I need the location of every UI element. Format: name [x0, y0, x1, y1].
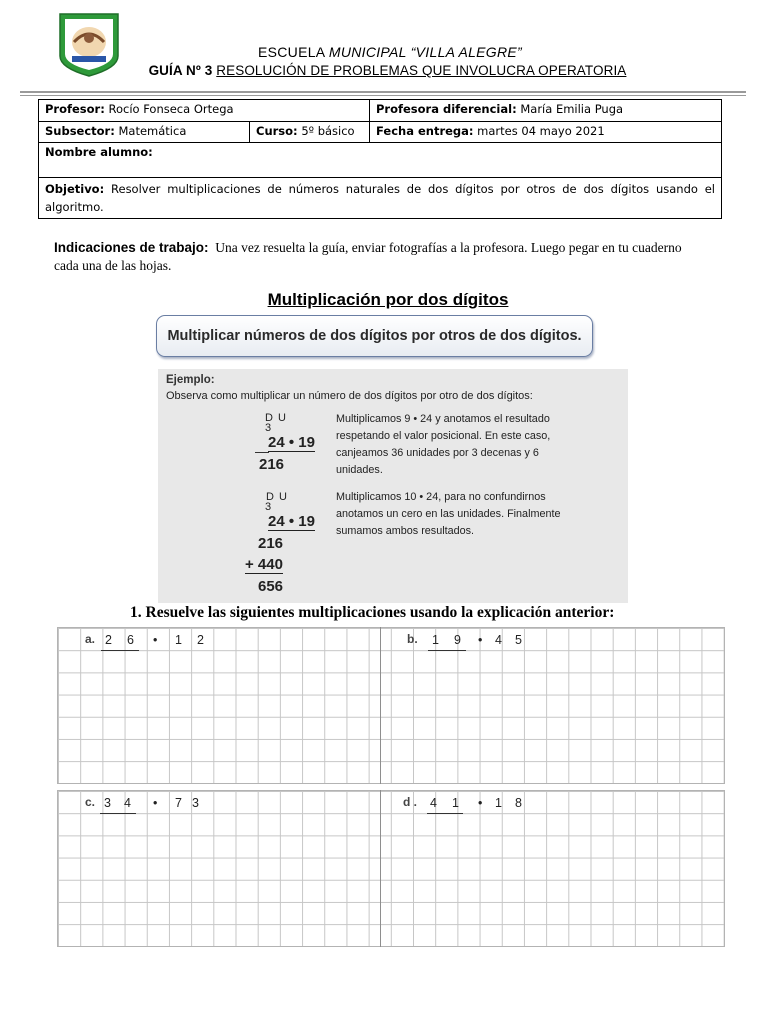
indicaciones — [54, 239, 704, 275]
exercise-b-mult-1: 4 — [495, 633, 502, 647]
concept-bubble: Multiplicar números de dos dígitos por otros de dos dígitos. — [156, 315, 593, 357]
exercise-c-digit-1: 3 — [104, 796, 111, 810]
curso-value: 5º básico — [301, 124, 355, 138]
exercise-b-underline — [428, 650, 466, 651]
description-2: Multiplicamos 10 • 24, para no confundirnos anotamos un cero en las unidades. Finalmente sumamos ambos resultados. — [336, 491, 561, 537]
guide-topic: RESOLUCIÓN DE PROBLEMAS QUE INVOLUCRA OPERATORIA — [216, 63, 627, 78]
exercise-a-underline — [101, 650, 139, 651]
exercise-b-digit-2: 9 — [454, 633, 461, 647]
fecha-cell — [370, 122, 722, 143]
answer-grid-top[interactable] — [57, 627, 725, 784]
profesora-dif-cell — [370, 100, 722, 122]
exercise-heading: 1. Resuelve las siguientes multiplicaciones usando la explicación anterior: — [130, 604, 615, 621]
exercise-c-mult-1: 7 — [175, 796, 182, 810]
exercise-a-digit-1: 2 — [105, 633, 112, 647]
subsector-label: Subsector: — [45, 124, 115, 138]
exercise-d-operator: • — [478, 796, 483, 810]
objetivo-value: Resolver multiplicaciones de números naturales de dos dígitos por otros de dos dígitos usando el algoritmo. — [45, 182, 716, 214]
exercise-a-operator: • — [153, 633, 158, 647]
operation-1 — [268, 434, 315, 451]
profesor-value: Rocío Fonseca Ortega — [108, 102, 234, 116]
example-intro: Observa como multiplicar un número de dos dígitos por otro de dos dígitos: — [166, 390, 533, 402]
fecha-label: Fecha entrega: — [376, 124, 474, 138]
partial-2 — [245, 556, 283, 573]
objetivo-cell — [39, 178, 722, 219]
subsector-cell — [39, 122, 250, 143]
exercise-c-digit-2: 4 — [124, 796, 131, 810]
exercise-b-operator: • — [478, 633, 483, 647]
example-panel — [158, 369, 628, 603]
description-1: Multiplicamos 9 • 24 y anotamos el resultado respetando el valor posicional. En este caso, canjeamos 36 unidades por 3 decenas y 6 unidades. — [336, 413, 551, 476]
exercise-a-mult-1: 1 — [175, 633, 182, 647]
section-title: Multiplicación por dos dígitos — [267, 290, 509, 309]
grid-divider-bottom — [380, 790, 381, 947]
exercise-d-mult-2: 8 — [515, 796, 522, 810]
school-name-italic: MUNICIPAL “VILLA ALEGRE” — [328, 44, 523, 60]
partial-2-text: + 440 — [245, 556, 283, 573]
objetivo-label: Objetivo: — [45, 182, 105, 196]
nombre-label: Nombre alumno: — [45, 145, 153, 159]
nombre-cell[interactable] — [39, 143, 722, 178]
exercise-d-underline — [427, 813, 463, 814]
exercise-c-label: c. — [85, 795, 96, 809]
curso-cell — [250, 122, 370, 143]
profesor-cell — [39, 100, 370, 122]
operation-1-text: 24 • 19 — [268, 434, 315, 451]
guide-title — [115, 63, 660, 78]
exercise-d-digit-1: 4 — [430, 796, 437, 810]
header-rule-thin — [20, 95, 746, 96]
info-table — [38, 99, 722, 219]
indicaciones-label: Indicaciones de trabajo: — [54, 240, 209, 255]
fecha-value: martes 04 mayo 2021 — [477, 124, 605, 138]
exercise-b-mult-2: 5 — [515, 633, 522, 647]
curso-label: Curso: — [256, 124, 298, 138]
exercise-c-operator: • — [153, 796, 158, 810]
guide-number: GUÍA Nº 3 — [148, 63, 217, 78]
exercise-d-mult-1: 1 — [495, 796, 502, 810]
subsector-value: Matemática — [118, 124, 187, 138]
total: 656 — [258, 578, 284, 595]
operation-1-underline-lead — [255, 452, 269, 453]
operation-2-text: 24 • 19 — [268, 513, 315, 530]
exercise-a-digit-2: 6 — [127, 633, 134, 647]
operation-2 — [268, 513, 315, 530]
carry-1: 3 — [265, 422, 273, 434]
result-1: 216 — [259, 456, 285, 473]
exercise-b-label: b. — [407, 632, 418, 646]
exercise-b-digit-1: 1 — [432, 633, 439, 647]
header-rule — [20, 91, 746, 93]
du-header-1: D U — [265, 412, 287, 424]
exercise-c-mult-2: 3 — [192, 796, 199, 810]
exercise-c-underline — [100, 813, 136, 814]
carry-2: 3 — [265, 501, 273, 513]
school-logo — [58, 12, 120, 78]
exercise-d-digit-2: 1 — [452, 796, 459, 810]
exercise-a-label: a. — [85, 632, 96, 646]
result-2: 216 — [258, 535, 284, 552]
school-name — [140, 44, 640, 60]
grid-divider-top — [380, 627, 381, 784]
school-prefix: ESCUELA — [257, 44, 329, 60]
exercise-a-mult-2: 2 — [197, 633, 204, 647]
profesora-dif-value: María Emilia Puga — [520, 102, 624, 116]
profesor-label: Profesor: — [45, 102, 105, 116]
exercise-d-label: d . — [403, 795, 417, 809]
indicaciones-text: Una vez resuelta la guía, enviar fotografías a la profesora. Luego pegar en tu cuaderno cada una de las hojas. — [54, 240, 682, 273]
profesora-dif-label: Profesora diferencial: — [376, 102, 517, 116]
example-label: Ejemplo: — [166, 374, 215, 386]
du-header-2: D U — [266, 491, 288, 503]
answer-grid-bottom[interactable] — [57, 790, 725, 947]
